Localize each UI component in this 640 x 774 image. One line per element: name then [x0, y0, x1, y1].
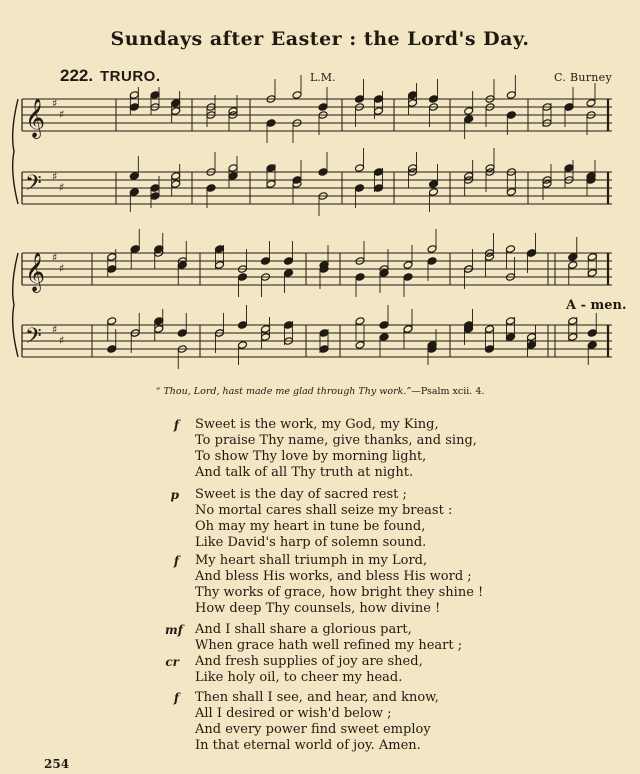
notehead: [379, 321, 389, 330]
notehead: [408, 99, 418, 108]
notehead: [403, 325, 413, 334]
sharp-icon: ♯: [59, 108, 65, 121]
dynamic-mark: f: [173, 691, 179, 705]
notehead: [464, 107, 474, 116]
stanza-line: Thy works of grace, how bright they shine !: [195, 585, 484, 600]
notehead: [150, 184, 160, 193]
stanza-line: All I desired or wish'd below ;: [195, 706, 392, 721]
stanza-line: How deep Thy counsels, how divine !: [195, 601, 441, 616]
notehead: [107, 265, 117, 274]
dynamic-mark: cr: [165, 655, 179, 669]
notehead: [568, 253, 578, 262]
notehead: [266, 119, 276, 128]
notehead: [564, 164, 574, 173]
notehead: [228, 172, 238, 181]
stanza-line: To show Thy love by morning light,: [195, 449, 427, 464]
notehead: [587, 269, 597, 278]
notehead: [284, 257, 294, 266]
epigraph-quote: “ Thou, Lord, hast made me glad through Thy work.”—: [155, 386, 421, 397]
notehead: [215, 245, 225, 254]
notehead: [374, 95, 384, 104]
stanza-line: f My heart shall triumph in my Lord,: [180, 553, 580, 569]
notehead: [154, 317, 164, 326]
stanza-line: f Then shall I see, and hear, and know,: [180, 690, 580, 706]
notehead: [129, 188, 139, 197]
bass-clef-icon: 𝄢: [25, 171, 42, 201]
notehead: [107, 345, 117, 354]
dynamic-mark: f: [173, 418, 179, 432]
stanza-line: In that eternal world of joy. Amen.: [195, 738, 421, 753]
notehead: [506, 111, 516, 120]
notehead: [403, 261, 413, 270]
sharp-icon: ♯: [52, 170, 58, 183]
sharp-icon: ♯: [59, 334, 65, 347]
system-brace: [13, 99, 18, 204]
notehead: [206, 184, 216, 193]
notehead: [129, 172, 139, 181]
stanza-line: f Sweet is the work, my God, my King,: [180, 417, 580, 433]
notehead: [485, 345, 495, 354]
treble-clef-icon: 𝄞: [25, 252, 46, 292]
notehead: [379, 333, 389, 342]
notehead: [238, 341, 248, 350]
sharp-icon: ♯: [59, 262, 65, 275]
notehead: [238, 273, 248, 282]
stanza-line: p Sweet is the day of sacred rest ;: [180, 487, 580, 503]
stanza-4: [165, 622, 580, 686]
notehead: [150, 91, 160, 100]
notehead: [261, 325, 271, 334]
notehead: [429, 95, 439, 104]
stanza-line: And bless His works, and bless His word ;: [195, 569, 472, 584]
treble-clef-icon: 𝄞: [25, 98, 46, 138]
notehead: [228, 164, 238, 173]
notehead: [238, 321, 248, 330]
amen-label: A - men.: [566, 298, 627, 313]
notehead: [527, 249, 537, 258]
stanza-line: mf And I shall share a glorious part,: [165, 622, 412, 637]
notehead: [429, 188, 439, 197]
notehead: [129, 103, 139, 112]
dynamic-mark: f: [173, 554, 179, 568]
notehead: [485, 325, 495, 334]
notehead: [171, 180, 181, 189]
notehead: [587, 341, 597, 350]
notehead: [261, 333, 271, 342]
notehead: [171, 99, 181, 108]
notehead: [506, 333, 516, 342]
notehead: [586, 99, 596, 108]
bass-clef-icon: 𝄢: [25, 324, 42, 354]
sharp-icon: ♯: [52, 251, 58, 264]
stanza-1: [173, 417, 580, 481]
notehead: [408, 91, 418, 100]
notehead: [107, 253, 117, 262]
notehead: [266, 164, 276, 173]
notehead: [284, 321, 294, 330]
notehead: [171, 107, 181, 116]
stanza-3: [173, 553, 580, 617]
page-number: 254: [44, 757, 70, 771]
hymn-meter: L.M.: [310, 71, 336, 84]
notehead: [587, 253, 597, 262]
notehead: [568, 333, 578, 342]
notehead: [171, 172, 181, 181]
notehead: [318, 168, 328, 177]
stanza-line: No mortal cares shall seize my breast :: [195, 503, 453, 518]
notehead: [464, 115, 474, 124]
notehead: [319, 345, 329, 354]
notehead: [527, 333, 537, 342]
notehead: [427, 257, 437, 266]
stanza-2: [170, 487, 580, 551]
notehead: [568, 261, 578, 270]
notehead: [284, 269, 294, 278]
hymn-composer: C. Burney: [554, 71, 612, 84]
sharp-icon: ♯: [52, 97, 58, 110]
notehead: [129, 91, 139, 100]
stanza-line: Like David's harp of solemn sound.: [195, 535, 427, 550]
notehead: [266, 180, 276, 189]
stanza-line: And talk of all Thy truth at night.: [195, 465, 414, 480]
stanza-line: Oh may my heart in tune be found,: [195, 519, 426, 534]
notehead: [374, 107, 384, 116]
notehead: [355, 164, 365, 173]
notehead: [355, 341, 365, 350]
notehead: [318, 103, 328, 112]
notehead: [355, 184, 365, 193]
stanza-line: cr And fresh supplies of joy are shed,: [165, 654, 423, 669]
notehead: [355, 317, 365, 326]
notehead: [429, 180, 439, 189]
notehead: [506, 188, 516, 197]
notehead: [374, 184, 384, 193]
notehead: [587, 329, 597, 338]
notehead: [215, 261, 225, 270]
notehead: [177, 329, 187, 338]
notehead: [355, 95, 365, 104]
running-head: Sundays after Easter : the Lord's Day.: [110, 28, 530, 50]
hymn-tune-name: TRURO.: [100, 68, 161, 85]
sharp-icon: ♯: [52, 323, 58, 336]
notehead: [506, 91, 516, 100]
notehead: [319, 329, 329, 338]
stanza-line: To praise Thy name, give thanks, and sing,: [195, 433, 477, 448]
notehead: [154, 325, 164, 334]
stanza-line: Like holy oil, to cheer my head.: [195, 670, 403, 685]
stanza-line: When grace hath well refined my heart ;: [195, 638, 463, 653]
notehead: [403, 273, 413, 282]
epigraph: [0, 386, 640, 397]
notehead: [427, 245, 437, 254]
sharp-icon: ♯: [59, 181, 65, 194]
notehead: [506, 317, 516, 326]
music-score: [0, 0, 640, 380]
stanza-5: [173, 690, 580, 754]
notehead: [107, 317, 117, 326]
epigraph-reference: Psalm xcii. 4.: [420, 386, 485, 397]
stanza-line: And every power find sweet employ: [195, 722, 431, 737]
system-brace: [13, 253, 18, 357]
notehead: [261, 257, 271, 266]
notehead: [568, 317, 578, 326]
notehead: [506, 245, 516, 254]
hymn-number: 222.: [60, 66, 94, 85]
dynamic-mark: mf: [165, 623, 183, 637]
notehead: [292, 91, 302, 100]
notehead: [374, 168, 384, 177]
notehead: [355, 273, 365, 282]
notehead: [527, 341, 537, 350]
notehead: [150, 192, 160, 201]
dynamic-mark: p: [170, 488, 179, 502]
